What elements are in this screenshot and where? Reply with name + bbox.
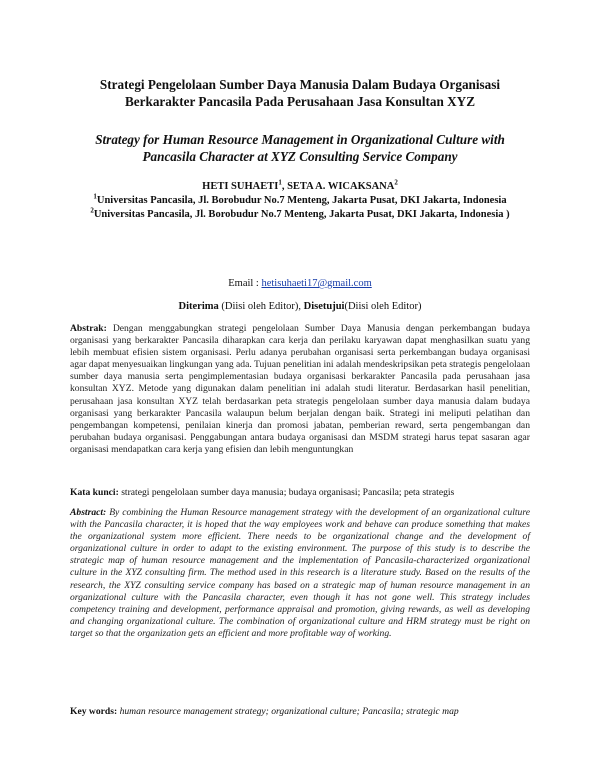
affiliation-2 [70, 208, 530, 222]
received-value: (Diisi oleh Editor), [218, 301, 304, 312]
email-label: Email : [228, 278, 262, 289]
affiliation-2-sup: 2 [90, 206, 94, 215]
email-link[interactable]: hetisuhaeti17@gmail.com [261, 278, 372, 289]
author-separator: , [281, 181, 288, 192]
affiliation-1-sup: 1 [93, 192, 97, 201]
author-2-sup: 2 [394, 178, 398, 187]
keywords-id-text: strategi pengelolaan sumber daya manusia; budaya organisasi; Pancasila; peta strategis [121, 487, 455, 498]
keywords-en-label: Key words: [70, 706, 120, 717]
affiliation-2-text: Universitas Pancasila, Jl. Borobudur No.7 Menteng, Jakarta Pusat, DKI Jakarta, Indonesia ) [93, 209, 510, 220]
title-indonesian: Strategi Pengelolaan Sumber Daya Manusia Dalam Budaya Organisasi Berkarakter Pancasila Pada Perusahaan Jasa Konsultan XYZ [99, 77, 501, 109]
abstract-en-label: Abstract: [70, 507, 110, 518]
keywords-en-text: human resource management strategy; organizational culture; Pancasila; strategic map [119, 706, 459, 717]
approved-value: (Diisi oleh Editor) [344, 301, 422, 312]
affiliation-1 [70, 194, 530, 208]
affiliation-1-text: Universitas Pancasila, Jl. Borobudur No.7 Menteng, Jakarta Pusat, DKI Jakarta, Indonesia [96, 195, 507, 206]
approved-label: Disetujui [303, 301, 345, 312]
keywords-id-label: Kata kunci: [70, 487, 122, 498]
abstract-english [70, 507, 530, 640]
abstract-en-text: By combining the Human Resource management strategy with the development of an organizational culture with the Pancasila character, it is hoped that the way employees work and behave can produce something that makes the organizational system more efficient. There needs to be organizational change and the development of organizational culture in order to adapt to the existing environment. The purpose of this study is to describe the strategic map of human resource management and the implementation of Pancasila-characterized organizational culture in the XYZ consulting firm. The method used in this research is a literature study. Based on the results of the research, the XYZ consulting service company has based on a strategic map of human resource management in an organizational culture with the Pancasila character, even though it has not gone well. This strategy includes competency training and development, performance appraisal and promotion, giving rewards, as well as developing and changing organizational culture. The combination of organizational culture and HRM strategy must be right on target so that the organization gets an efficient and more profitable way of working. [70, 507, 530, 639]
keywords-english [70, 706, 530, 717]
author-names [70, 180, 530, 194]
keywords-indonesian [70, 487, 530, 498]
author-1: HETI SUHAETI [202, 181, 279, 192]
author-2: SETA A. WICAKSANA [287, 181, 395, 192]
author-block [70, 180, 530, 222]
abstract-id-label: Abstrak: [70, 323, 113, 334]
title-english: Strategy for Human Resource Management in Organizational Culture with Pancasila Character at XYZ Consulting Service Company [95, 132, 505, 164]
abstract-id-text: Dengan menggabungkan strategi pengelolaan Sumber Daya Manusia dengan perkembangan budaya organisasi yang berkarakter Pancasila diharapkan cara kerja dan perilaku karyawan dapat menghasilkan suatu yang lebih membuat efisien sistem organisasi. Perlu adanya perubahan organisasi serta perkembangan budaya organisasi agar dapat menyesuaikan lingkungan yang ada. Tujuan penelitian ini adalah mendeskripsikan peta strategis pengelolaan sumber daya manusia serta pengimplementasian budaya organisasi berkarakter Pancasila pada perusahaan jasa konsultan XYZ. Metode yang digunakan dalam penelitian ini adalah studi literatur. Berdasarkan hasil penelitian, perusahaan jasa konsultan XYZ telah berdasarkan peta strategis pengelolaan sumber daya manusia dalam budaya organisasi yang berkarakter Pancasila walaupun belum berjalan dengan baik. Strategi ini meliputi pelatihan dan pengembangan kompetensi, penilaian kinerja dan promosi jabatan, pemberian reward, serta pengembangan dan perubahan budaya organisasi. Penggabungan antara budaya organisasi dan MSDM strategi harus tepat sasaran agar organisasi mendapatkan cara kerja yang efisien dan lebih menguntungkan [70, 323, 530, 455]
abstract-indonesian [70, 323, 530, 456]
received-label: Diterima [178, 301, 219, 312]
email-line [70, 278, 530, 289]
author-1-sup: 1 [278, 178, 282, 187]
dates-line [70, 301, 530, 312]
